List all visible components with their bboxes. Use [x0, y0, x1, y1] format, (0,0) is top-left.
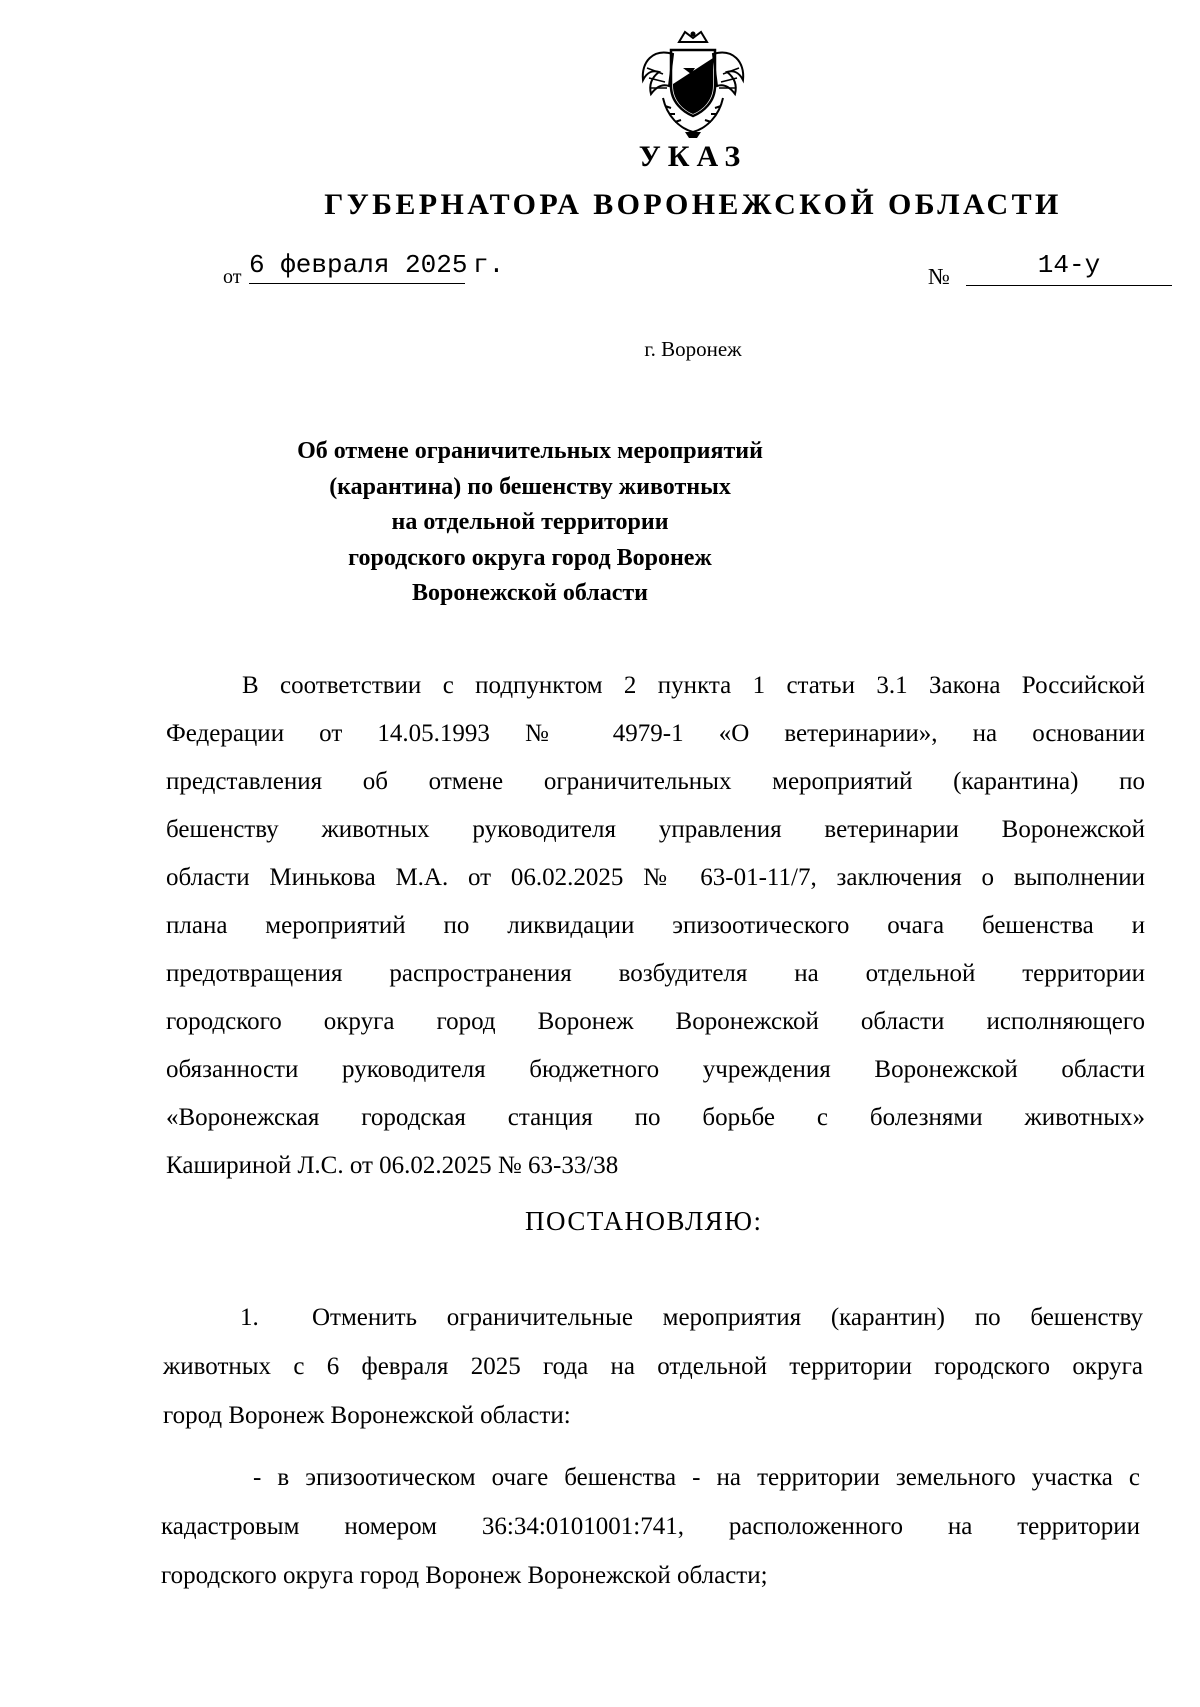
- item-line: животных с 6 февраля 2025 года на отдельной территории городского округа: [163, 1353, 1143, 1380]
- preamble-line: области Минькова М.А. от 06.02.2025 № 63-01-11/7, заключения о выполнении: [166, 864, 1145, 891]
- subpoint-line: - в эпизоотическом очаге бешенства - на территории земельного участка с: [253, 1464, 1140, 1491]
- item-line: Отменить ограничительные мероприятия (карантин) по бешенству: [312, 1304, 1143, 1331]
- preamble-line: представления об отмене ограничительных мероприятий (карантина) по: [166, 768, 1145, 795]
- preamble-line: «Воронежская городская станция по борьбе с болезнями животных»: [166, 1104, 1145, 1131]
- preamble-line: плана мероприятий по ликвидации эпизоотического очага бешенства и: [166, 912, 1145, 939]
- document-title: [260, 434, 800, 612]
- subpoint-line: городского округа город Воронеж Воронежской области;: [161, 1562, 768, 1589]
- city: г. Воронеж: [644, 337, 742, 361]
- preamble-line: обязанности руководителя бюджетного учреждения Воронежской области: [166, 1056, 1145, 1083]
- title-line: Воронежской области: [412, 580, 648, 606]
- document-type: УКАЗ: [638, 140, 748, 173]
- title-line: (карантина) по бешенству животных: [329, 473, 731, 500]
- date-suffix: г.: [473, 250, 505, 280]
- item-number: 1.: [240, 1304, 259, 1331]
- item-1: [163, 1293, 1143, 1440]
- item-line: город Воронеж Воронежской области:: [163, 1402, 571, 1429]
- preamble-line: Кашириной Л.С. от 06.02.2025 № 63-33/38: [166, 1152, 619, 1179]
- preamble-line: В соответствии с подпунктом 2 пункта 1 статьи 3.1 Закона Российской: [242, 672, 1145, 699]
- title-line: городского округа город Воронеж: [348, 544, 712, 571]
- subpoint-line: кадастровым номером 36:34:0101001:741, расположенного на территории: [161, 1513, 1140, 1540]
- title-line: Об отмене ограничительных мероприятий: [297, 438, 763, 464]
- preamble-line: бешенству животных руководителя управления ветеринарии Воронежской: [166, 816, 1145, 843]
- preamble-line: городского округа город Воронеж Воронежской области исполняющего: [166, 1008, 1145, 1035]
- preamble-line: предотвращения распространения возбудителя на отдельной территории: [166, 960, 1145, 987]
- number-label: №: [928, 264, 950, 289]
- document-date: 6 февраля 2025: [249, 250, 465, 284]
- document-number: 14-у: [966, 250, 1172, 286]
- preamble-line: Федерации от 14.05.1993 № 4979-1 «О ветеринарии», на основании: [166, 720, 1145, 747]
- issuer-title: ГУБЕРНАТОРА ВОРОНЕЖСКОЙ ОБЛАСТИ: [324, 188, 1062, 221]
- date-prefix: от: [223, 266, 242, 288]
- title-line: на отдельной территории: [391, 509, 669, 535]
- preamble-paragraph: [166, 662, 1145, 1190]
- decree-word: ПОСТАНОВЛЯЮ:: [525, 1206, 763, 1236]
- coat-of-arms-emblem: [633, 28, 753, 140]
- item-1-subpoint: [161, 1453, 1140, 1600]
